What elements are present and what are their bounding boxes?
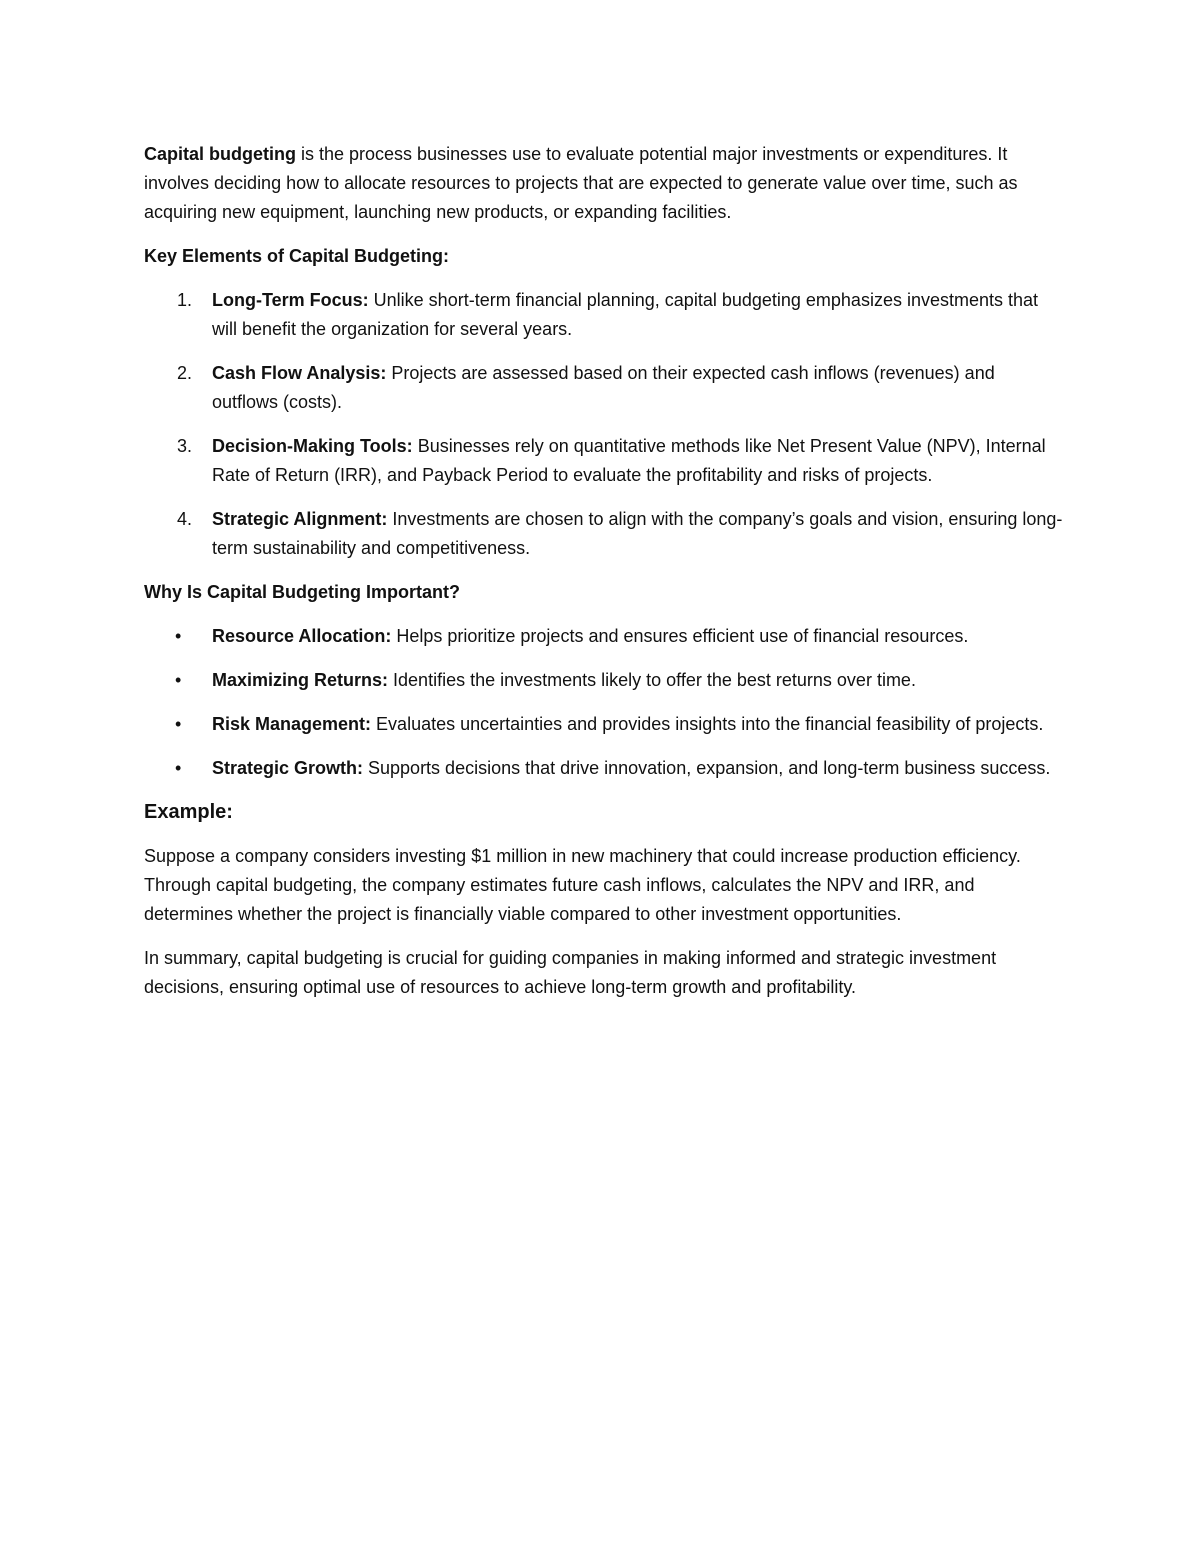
- list-item-text: Evaluates uncertainties and provides insights into the financial feasibility of projects.: [371, 714, 1044, 734]
- intro-term: Capital budgeting: [144, 144, 296, 164]
- bullet-icon: •: [175, 670, 182, 690]
- list-item: [144, 710, 1064, 739]
- list-item-title: Cash Flow Analysis:: [212, 363, 387, 383]
- list-item-text: Helps prioritize projects and ensures efficient use of financial resources.: [391, 626, 969, 646]
- list-item: [144, 286, 1064, 344]
- intro-paragraph: [144, 140, 1064, 227]
- key-elements-heading: Key Elements of Capital Budgeting:: [144, 246, 450, 266]
- bullet-icon: •: [175, 626, 182, 646]
- list-number: 2.: [177, 363, 193, 383]
- list-item-text: Unlike short-term financial planning, capital budgeting emphasizes investments that will benefit the organization for several years.: [212, 290, 1039, 339]
- list-item: [144, 754, 1064, 783]
- list-item-title: Resource Allocation:: [212, 626, 392, 646]
- list-item-title: Decision-Making Tools:: [212, 436, 413, 456]
- document-content: [144, 140, 1064, 1017]
- example-paragraph: Suppose a company considers investing $1 million in new machinery that could increase production efficiency. Through capital budgeting, the company estimates future cash inflows, calculates the NPV and IRR, and determines whether the project is financially viable compared to other investment opportunities.: [144, 846, 1021, 924]
- importance-heading: Why Is Capital Budgeting Important?: [144, 582, 460, 602]
- intro-text: is the process businesses use to evaluate potential major investments or expenditures. It involves deciding how to allocate resources to projects that are expected to generate value over time, such as acquiring new equipment, launching new products, or expanding facilities.: [144, 144, 1018, 222]
- list-item-text: Businesses rely on quantitative methods like Net Present Value (NPV), Internal Rate of Return (IRR), and Payback Period to evaluate the profitability and risks of projects.: [212, 436, 1046, 485]
- list-number: 3.: [177, 436, 193, 456]
- example-heading: Example:: [144, 801, 233, 823]
- list-number: 1.: [177, 290, 193, 310]
- list-item: [144, 505, 1064, 563]
- list-item: [144, 666, 1064, 695]
- list-item-text: Investments are chosen to align with the company’s goals and vision, ensuring long-term sustainability and competitiveness.: [212, 509, 1063, 558]
- importance-list: [144, 622, 1064, 783]
- list-item-title: Risk Management:: [212, 714, 372, 734]
- list-item-text: Projects are assessed based on their expected cash inflows (revenues) and outflows (costs).: [212, 363, 995, 412]
- list-item-title: Maximizing Returns:: [212, 670, 389, 690]
- list-item-title: Strategic Growth:: [212, 758, 364, 778]
- list-number: 4.: [177, 509, 193, 529]
- list-item: [144, 432, 1064, 490]
- summary-paragraph: In summary, capital budgeting is crucial for guiding companies in making informed and strategic investment decisions, ensuring optimal use of resources to achieve long-term growth and profitability.: [144, 948, 997, 997]
- bullet-icon: •: [175, 714, 182, 734]
- list-item-title: Long-Term Focus:: [212, 290, 369, 310]
- bullet-icon: •: [175, 758, 182, 778]
- list-item-title: Strategic Alignment:: [212, 509, 388, 529]
- list-item: [144, 359, 1064, 417]
- list-item: [144, 622, 1064, 651]
- key-elements-list: [144, 286, 1064, 563]
- list-item-text: Identifies the investments likely to offer the best returns over time.: [388, 670, 916, 690]
- list-item-text: Supports decisions that drive innovation, expansion, and long-term business success.: [363, 758, 1051, 778]
